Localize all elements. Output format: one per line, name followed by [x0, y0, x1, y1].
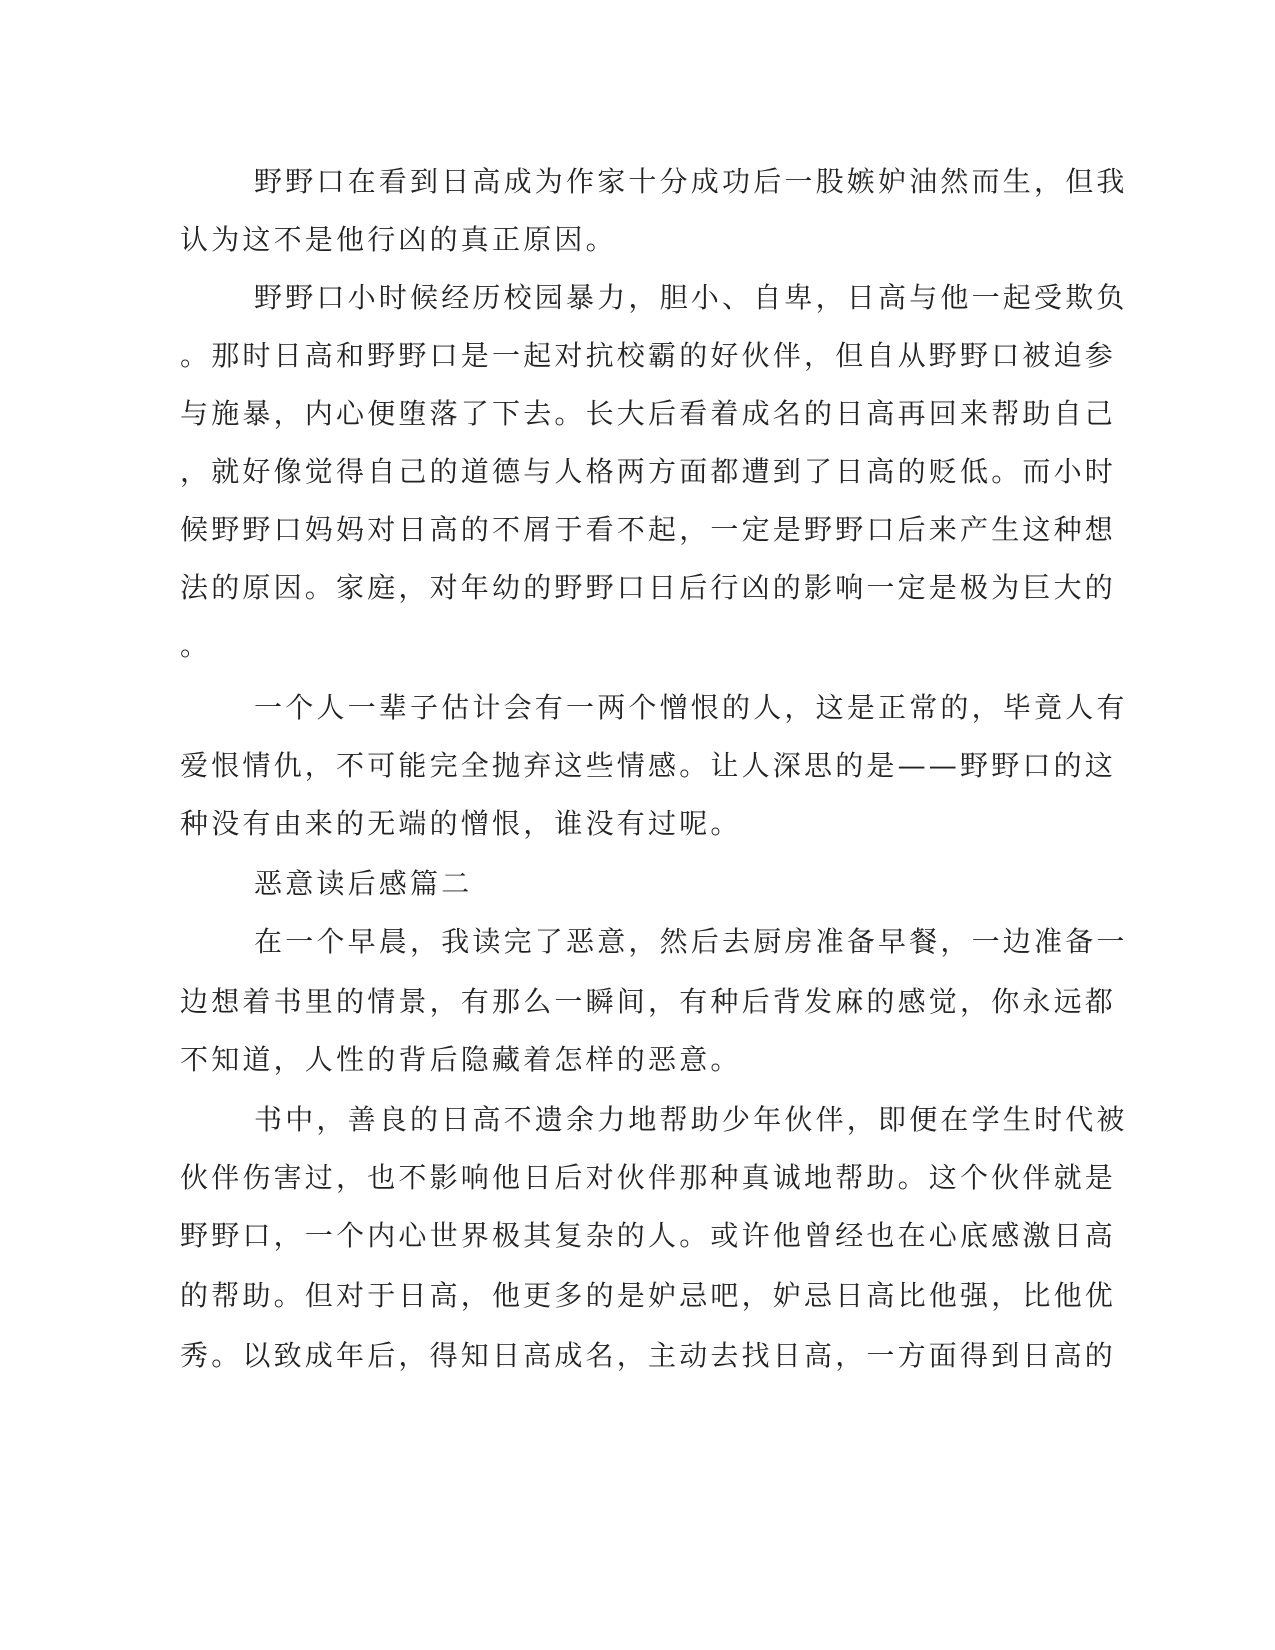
text-line: 种没有由来的无端的憎恨，谁没有过呢。 [180, 807, 742, 840]
text-line: 。 [180, 629, 212, 662]
text-line: 候野野口妈妈对日高的不屑于看不起，一定是野野口后来产生这种想 [180, 513, 1117, 546]
text-line: 伙伴伤害过，也不影响他日后对伙伴那种真诚地帮助。这个伙伴就是 [180, 1161, 1117, 1194]
text-line: 在一个早晨，我读完了恶意，然后去厨房准备早餐，一边准备一 [254, 925, 1128, 958]
text-line: 的帮助。但对于日高，他更多的是妒忌吧，妒忌日高比他强，比他优 [180, 1279, 1117, 1312]
text-line: 不知道，人性的背后隐藏着怎样的恶意。 [180, 1043, 742, 1076]
text-line: 与施暴，内心便堕落了下去。长大后看着成名的日高再回来帮助自己 [180, 397, 1117, 430]
text-line: 秀。以致成年后，得知日高成名，主动去找日高，一方面得到日高的 [180, 1339, 1117, 1372]
text-line: 法的原因。家庭，对年幼的野野口日后行凶的影响一定是极为巨大的 [180, 571, 1117, 604]
text-line: ，就好像觉得自己的道德与人格两方面都遭到了日高的贬低。而小时 [180, 455, 1117, 488]
text-line: 一个人一辈子估计会有一两个憎恨的人，这是正常的，毕竟人有 [254, 691, 1128, 724]
text-line: 边想着书里的情景，有那么一瞬间，有种后背发麻的感觉，你永远都 [180, 985, 1117, 1018]
section-heading: 恶意读后感篇二 [254, 867, 473, 900]
text-line: 。那时日高和野野口是一起对抗校霸的好伙伴，但自从野野口被迫参 [180, 339, 1117, 372]
text-line: 野野口，一个内心世界极其复杂的人。或许他曾经也在心底感激日高 [180, 1219, 1117, 1252]
text-line: 野野口小时候经历校园暴力，胆小、自卑，日高与他一起受欺负 [254, 281, 1128, 314]
text-line: 野野口在看到日高成为作家十分成功后一股嫉妒油然而生，但我 [254, 165, 1128, 198]
text-line: 书中，善良的日高不遗余力地帮助少年伙伴，即便在学生时代被 [254, 1103, 1128, 1136]
text-line: 认为这不是他行凶的真正原因。 [180, 223, 617, 256]
text-line: 爱恨情仇，不可能完全抛弃这些情感。让人深思的是——野野口的这 [180, 749, 1117, 782]
